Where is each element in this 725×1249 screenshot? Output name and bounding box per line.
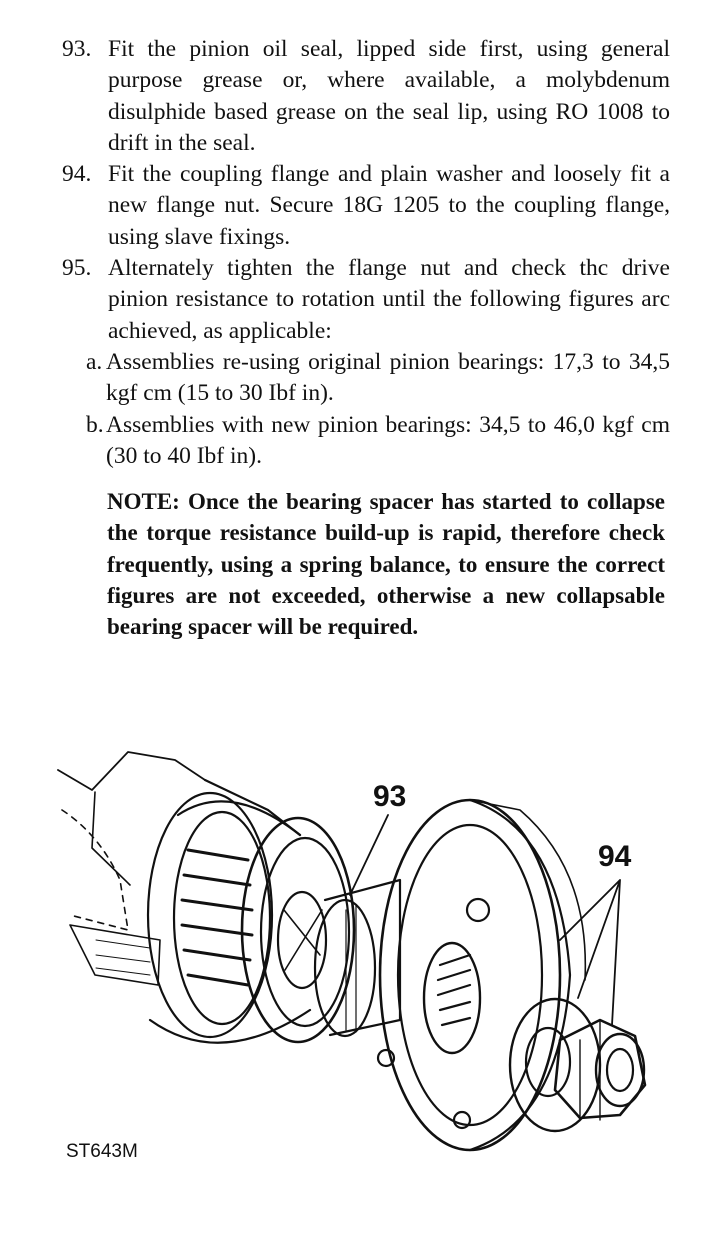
substep-letter: a. (86, 348, 103, 375)
callout-93: 93 (373, 780, 407, 813)
step-93 (62, 34, 670, 159)
step-number: 95. (62, 255, 92, 282)
figure-id: ST643M (66, 1141, 138, 1162)
assembly-illustration (0, 740, 725, 1200)
pinion-flange-assembly-drawing-icon (0, 740, 725, 1200)
substep-text: Assemblies re-using original pinion bearings: 17,3 to 34,5 kgf cm (15 to 30 Ibf in). (106, 348, 670, 407)
callout-94: 94 (598, 840, 632, 873)
step-text: Fit the pinion oil seal, lipped side first, using general purpose grease or, where available, a molybdenum disulphide based grease on the seal lip, using RO 1008 to drift in the seal. (108, 36, 670, 156)
substep-b (62, 410, 670, 473)
substep-a (62, 347, 670, 410)
substep-text: Assemblies with new pinion bearings: 34,5 to 46,0 kgf cm (30 to 40 Ibf in). (106, 411, 670, 469)
note-paragraph: NOTE: Once the bearing spacer has started to collapse the torque resistance build-up is rapid, therefore check frequently, using a spring balance, to ensure the correct figures are not exceeded, otherwise a new collapsable bearing spacer will be required. (107, 489, 665, 640)
step-95 (62, 253, 670, 347)
step-text: Fit the coupling flange and plain washer and loosely fit a new flange nut. Secure 18G 1205 to the coupling flange, using slave fixings. (108, 161, 670, 250)
substep-letter: b. (86, 411, 104, 438)
step-number: 94. (62, 161, 92, 188)
step-text: Alternately tighten the flange nut and check thc drive pinion resistance to rotation until the following figures arc achieved, as applicable: (108, 255, 670, 344)
procedure-steps (62, 34, 670, 472)
step-94 (62, 159, 670, 253)
step-number: 93. (62, 36, 92, 62)
